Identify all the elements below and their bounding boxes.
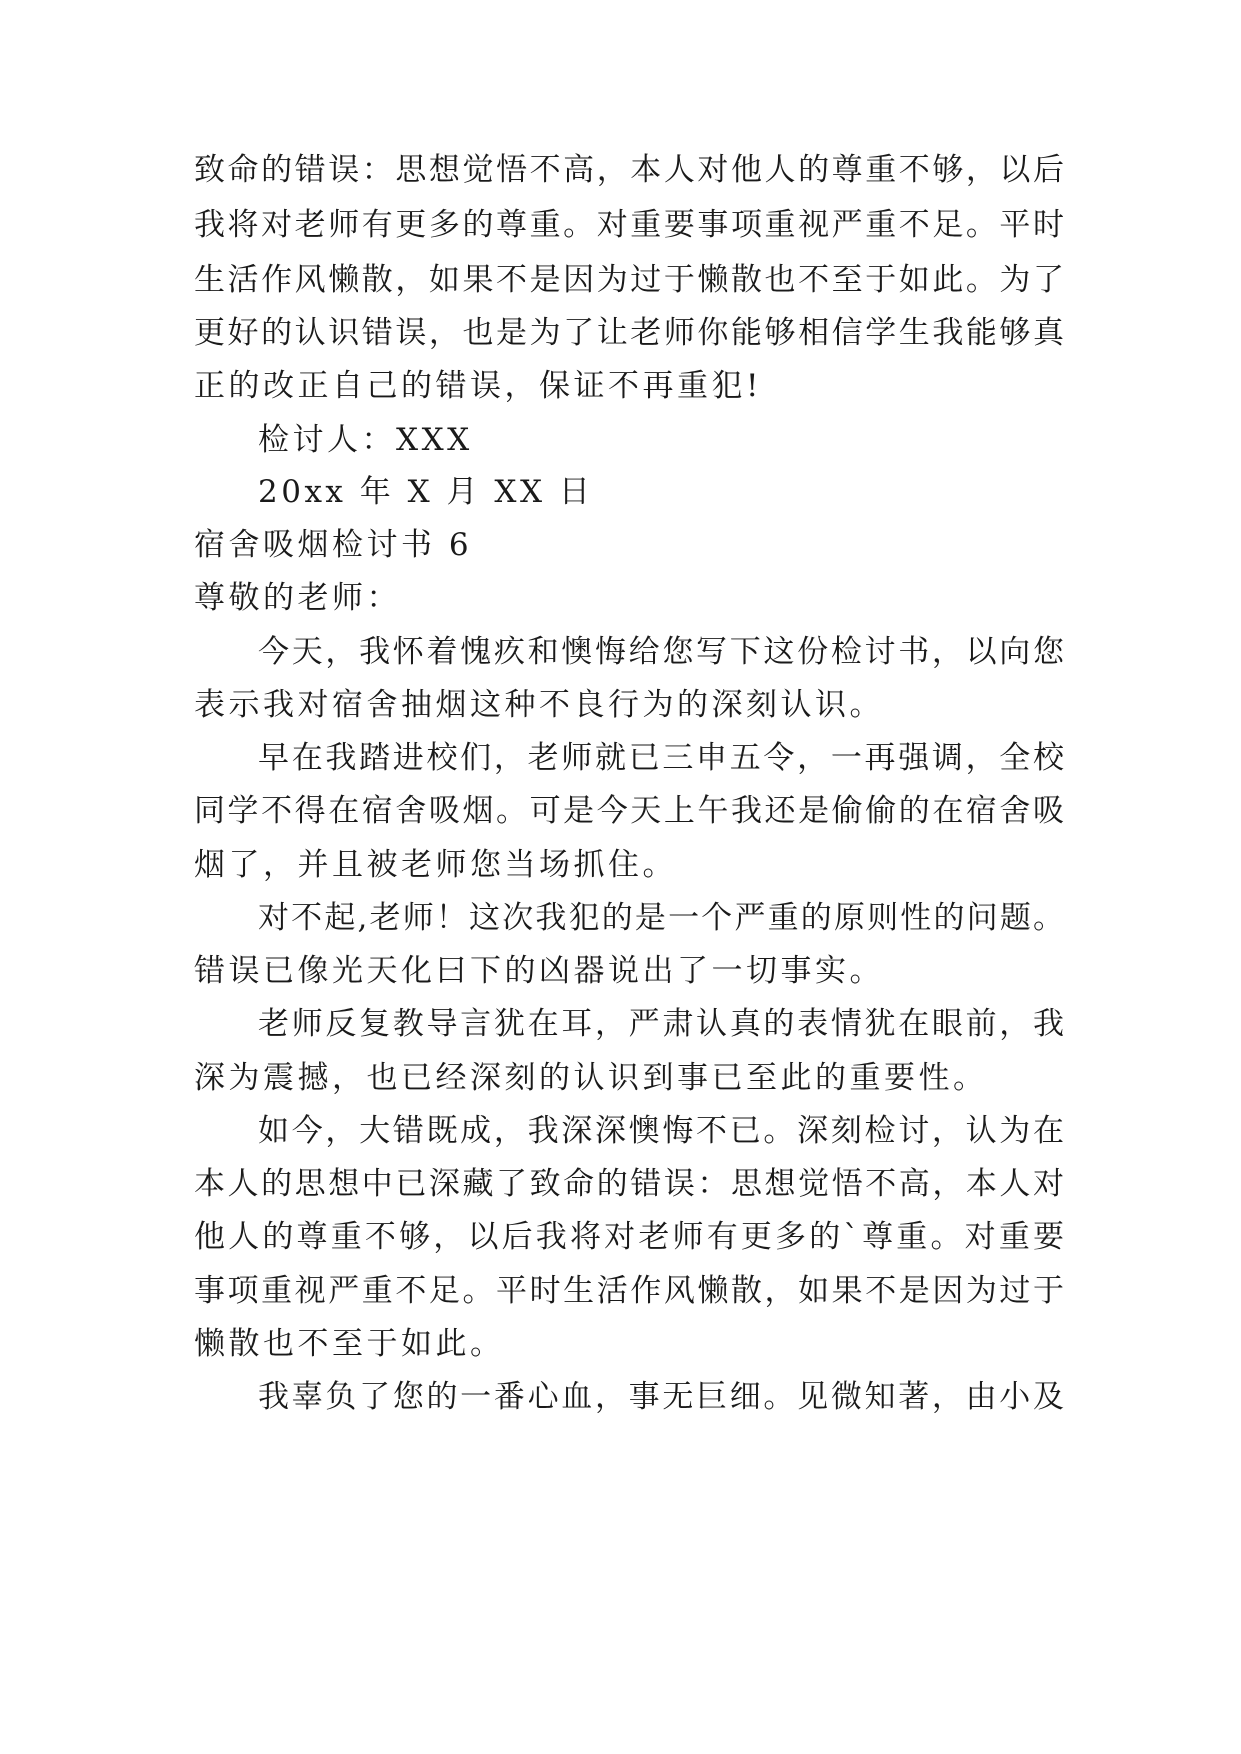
signature-line: 检讨人：XXX	[258, 422, 473, 458]
body-line: 今天，我怀着愧疚和懊悔给您写下这份检讨书，以向您	[258, 634, 1064, 670]
body-line: 早在我踏进校们，老师就已三申五令，一再强调，全校	[258, 740, 1064, 776]
body-line: 老师反复教导言犹在耳，严肃认真的表情犹在眼前，我	[258, 1006, 1064, 1042]
body-line: 我辜负了您的一番心血，事无巨细。见微知著，由小及	[258, 1379, 1064, 1415]
date-line: 20xx 年 X 月 XX 日	[258, 474, 594, 510]
body-line: 本人的思想中已深藏了致命的错误：思想觉悟不高，本人对	[194, 1166, 1064, 1202]
section-title: 宿舍吸烟检讨书 6	[194, 527, 473, 563]
body-line: 错误已像光天化曰下的凶器说出了一切事实。	[194, 953, 884, 989]
body-line: 正的改正自己的错误，保证不再重犯!	[194, 368, 762, 404]
body-line: 烟了，并且被老师您当场抓住。	[194, 847, 677, 883]
body-line: 如今，大错既成，我深深懊悔不已。深刻检讨，认为在	[258, 1113, 1064, 1149]
body-line: 懒散也不至于如此。	[194, 1326, 505, 1362]
body-line: 致命的错误：思想觉悟不高，本人对他人的尊重不够，以后	[194, 152, 1064, 188]
body-line: 同学不得在宿舍吸烟。可是今天上午我还是偷偷的在宿舍吸	[194, 793, 1064, 829]
body-line: 他人的尊重不够，以后我将对老师有更多的`尊重。对重要	[194, 1219, 1064, 1255]
body-line: 表示我对宿舍抽烟这种不良行为的深刻认识。	[194, 687, 884, 723]
body-line: 生活作风懒散，如果不是因为过于懒散也不至于如此。为了	[194, 262, 1064, 298]
body-line: 更好的认识错误，也是为了让老师你能够相信学生我能够真	[194, 315, 1064, 351]
body-line: 深为震撼，也已经深刻的认识到事已至此的重要性。	[194, 1060, 988, 1096]
body-line: 事项重视严重不足。平时生活作风懒散，如果不是因为过于	[194, 1273, 1064, 1309]
body-line: 对不起,老师！这次我犯的是一个严重的原则性的问题。	[258, 900, 1064, 936]
body-line: 我将对老师有更多的尊重。对重要事项重视严重不足。平时	[194, 207, 1064, 243]
salutation: 尊敬的老师：	[194, 580, 401, 616]
